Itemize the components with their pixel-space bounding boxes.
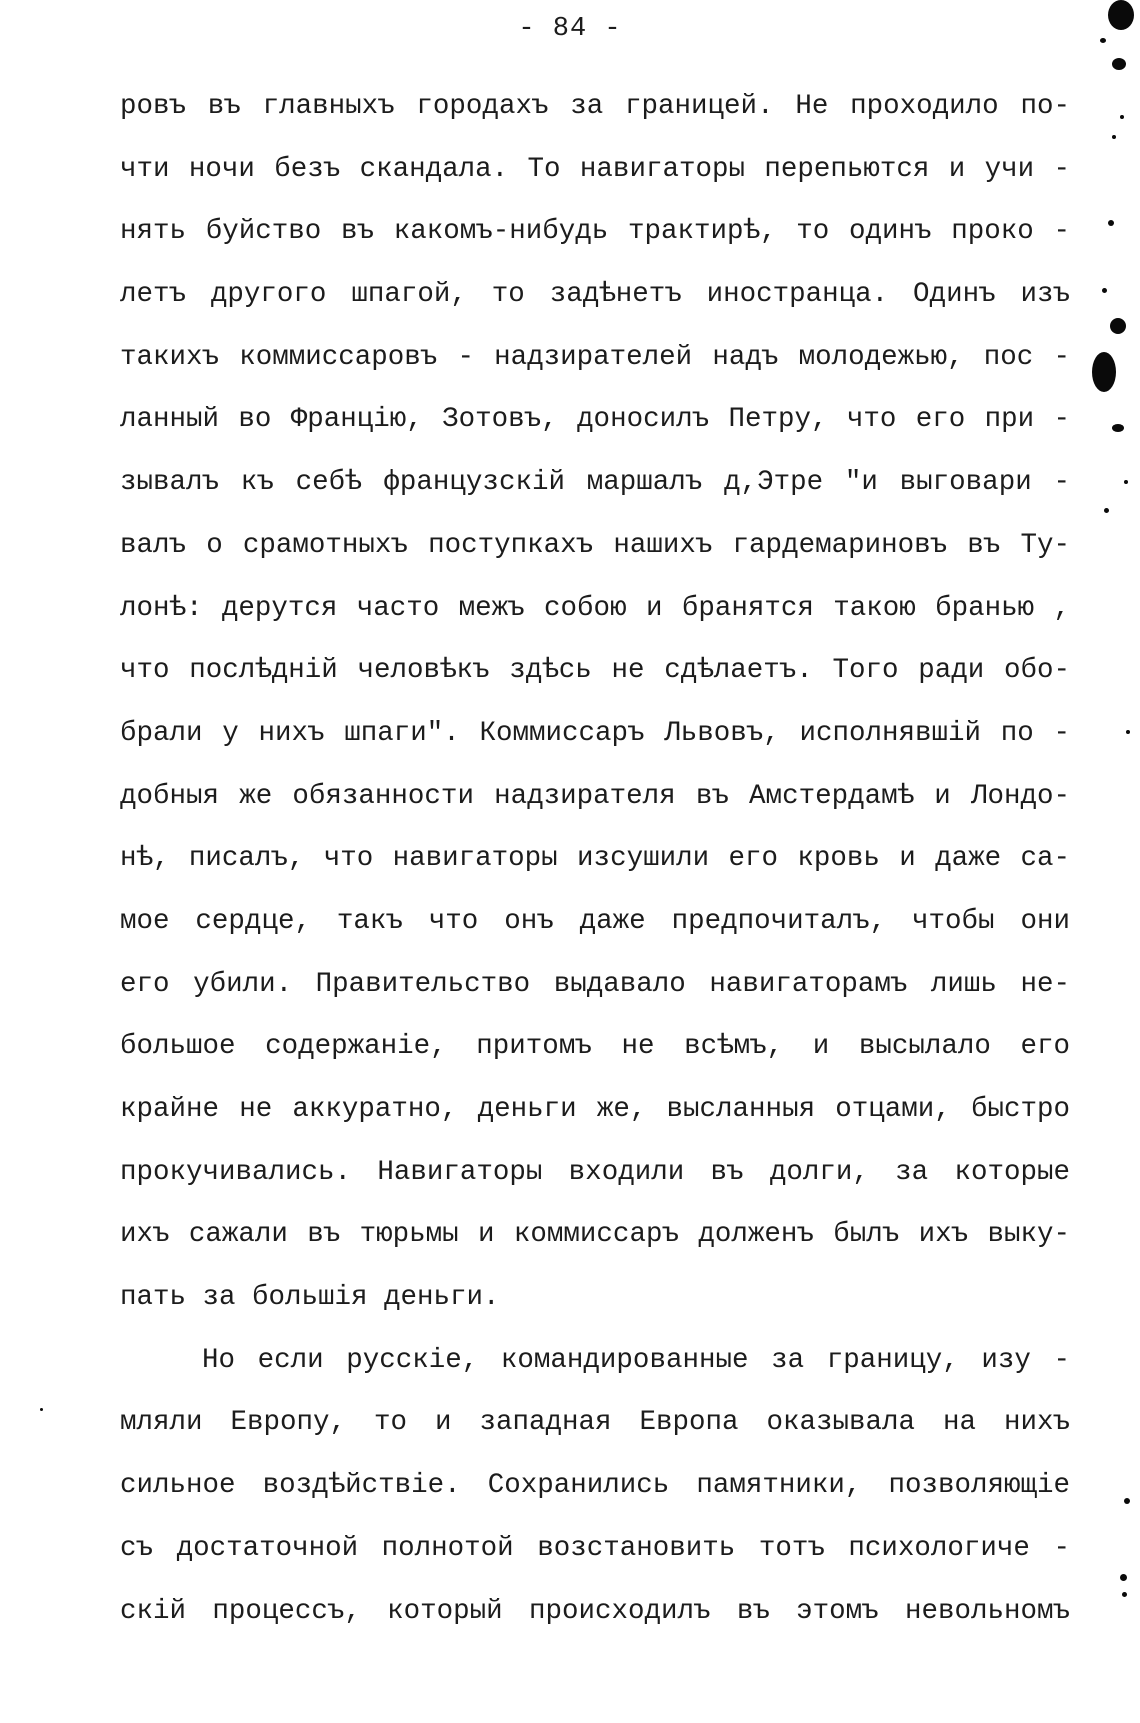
text-line: ихъ сажали въ тюрьмы и коммиссаръ долженъ былъ ихъ выку- [120, 1219, 1070, 1251]
ink-blot [1100, 38, 1106, 43]
text-line: валъ о срамотныхъ поступкахъ нашихъ гардемариновъ въ Ту- [120, 529, 1070, 561]
ink-blot [1124, 480, 1128, 484]
text-line: такихъ коммиссаровъ - надзирателей надъ молодежью, пос - [120, 341, 1070, 373]
text-line: что послѣдній человѣкъ здѣсь не сдѣлаетъ. Того ради обо- [120, 655, 1070, 687]
ink-blot [40, 1408, 43, 1411]
text-line: летъ другого шпагой, то задѣнетъ иностранца. Одинъ изъ [120, 279, 1070, 311]
ink-blot [1124, 1498, 1130, 1504]
text-line: брали у нихъ шпаги". Коммиссаръ Львовъ, исполнявшій по - [120, 717, 1070, 749]
text-line: большое содержаніе, притомъ не всѣмъ, и высылало его [120, 1031, 1070, 1063]
ink-blot [1120, 115, 1124, 119]
text-line: сильное воздѣйствіе. Сохранились памятники, позволяющіе [120, 1470, 1070, 1502]
text-line: пать за большія деньги. [120, 1282, 500, 1314]
ink-blot [1108, 220, 1114, 226]
text-line: нѣ, писалъ, что навигаторы изсушили его кровь и даже са- [120, 843, 1070, 875]
text-line: крайне не аккуратно, деньги же, высланныя отцами, быстро [120, 1094, 1070, 1125]
ink-blot [1120, 1574, 1127, 1581]
text-line: добныя же обязанности надзирателя въ Амстердамѣ и Лондо- [120, 780, 1070, 812]
ink-blot [1126, 730, 1130, 734]
text-line: чти ночи безъ скандала. То навигаторы перепьются и учи - [120, 153, 1070, 185]
ink-blot [1122, 1592, 1127, 1597]
text-line: скій процессъ, который происходилъ въ этомъ невольномъ [120, 1595, 1070, 1627]
text-line: мляли Европу, то и западная Европа оказывала на нихъ [120, 1407, 1070, 1439]
ink-blot [1092, 352, 1116, 392]
body-text [120, 76, 1070, 1643]
ink-blot [1102, 288, 1107, 293]
text-line: ланный во Францію, Зотовъ, доносилъ Петру, что его при - [120, 404, 1070, 436]
text-line: его убили. Правительство выдавало навигаторамъ лишь не- [120, 968, 1070, 1000]
ink-blot [1112, 424, 1124, 432]
text-line: лонѣ: дерутся часто межъ собою и бранятся такою бранью , [120, 592, 1070, 624]
text-line: зывалъ къ себѣ французскій маршалъ д,Этре "и выговари - [120, 467, 1070, 499]
text-line: прокучивались. Навигаторы входили въ долги, за которые [120, 1156, 1070, 1188]
ink-blot [1112, 58, 1126, 70]
ink-blot [1110, 318, 1126, 334]
page-number: - 84 - [518, 14, 622, 44]
text-line: съ достаточной полнотой возстановить тотъ психологиче - [120, 1532, 1070, 1564]
paragraph-1 [120, 76, 1070, 1330]
ink-blot [1112, 135, 1116, 139]
text-line: Но если русскіе, командированные за границу, изу - [202, 1344, 1070, 1376]
text-line: ровъ въ главныхъ городахъ за границей. Не проходило по- [120, 91, 1070, 122]
paragraph-2 [120, 1330, 1070, 1643]
text-line: мое сердце, такъ что онъ даже предпочиталъ, чтобы они [120, 905, 1070, 937]
ink-blot [1108, 0, 1134, 30]
text-line: нять буйство въ какомъ-нибудь трактирѣ, то одинъ проко - [120, 216, 1070, 248]
ink-blot [1104, 508, 1109, 513]
